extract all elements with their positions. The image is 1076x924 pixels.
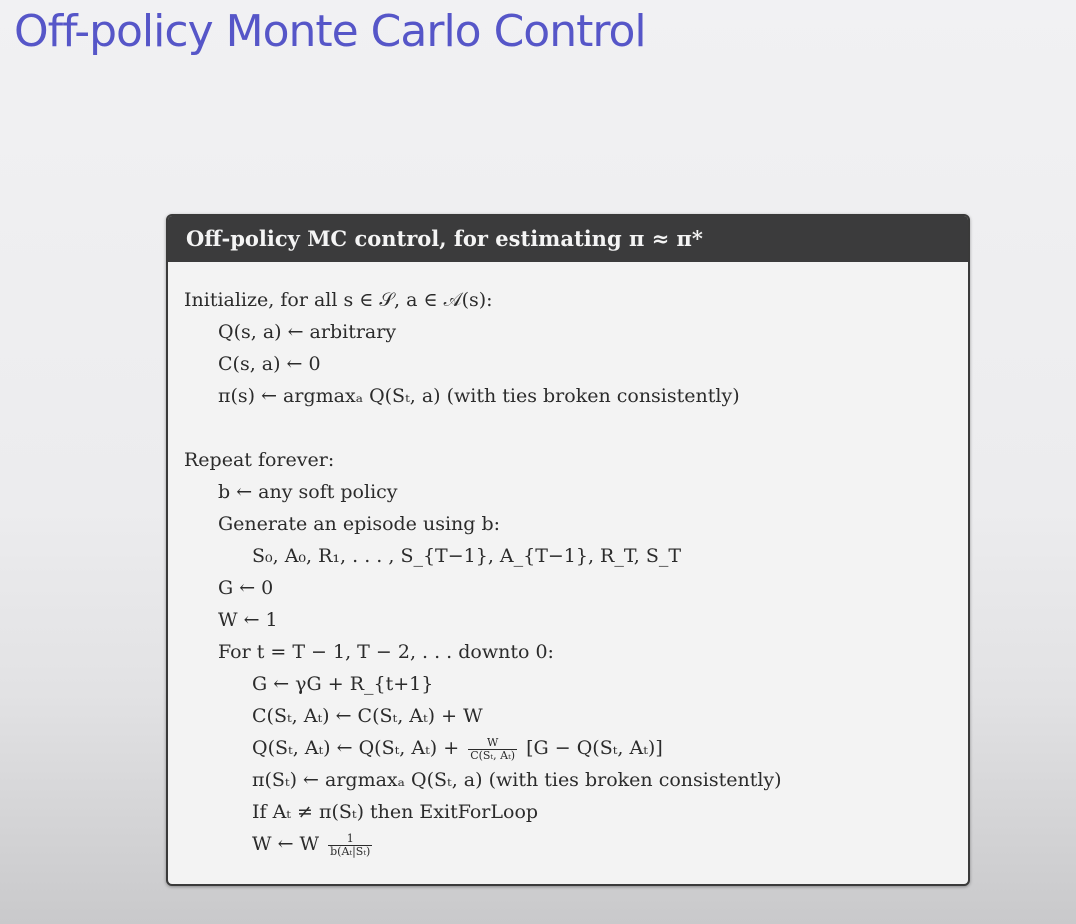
- algorithm-box: [166, 214, 970, 886]
- q-update-fraction: [468, 737, 517, 762]
- episode-sequence-line: S₀, A₀, R₁, . . . , S_{T−1}, A_{T−1}, R_T, S_T: [252, 545, 682, 567]
- init-pi-line: π(s) ← argmaxₐ Q(Sₜ, a) (with ties broken consistently): [218, 385, 740, 407]
- pi-update-line: π(Sₜ) ← argmaxₐ Q(Sₜ, a) (with ties broken consistently): [252, 769, 782, 791]
- q-update-fraction-numerator: W: [468, 737, 517, 750]
- repeat-forever-line: Repeat forever:: [184, 449, 335, 471]
- init-w-line: W ← 1: [218, 609, 278, 631]
- initialize-line: Initialize, for all s ∈ 𝒮, a ∈ 𝒜(s):: [184, 289, 493, 311]
- exit-loop-line: If Aₜ ≠ π(Sₜ) then ExitForLoop: [252, 801, 539, 823]
- q-update-rhs: [G − Q(Sₜ, Aₜ)]: [526, 737, 663, 759]
- for-loop-line: For t = T − 1, T − 2, . . . downto 0:: [218, 641, 554, 663]
- init-q-line: Q(s, a) ← arbitrary: [218, 321, 397, 343]
- g-update-line: G ← γG + R_{t+1}: [252, 673, 434, 695]
- w-update-fraction-numerator: 1: [328, 833, 372, 846]
- w-update-fraction: [328, 833, 372, 858]
- slide-title: Off-policy Monte Carlo Control: [14, 6, 646, 57]
- algorithm-header: Off-policy MC control, for estimating π ≈ π*: [168, 216, 968, 262]
- w-update-line: [252, 830, 375, 860]
- w-update-fraction-denominator: b(Aₜ|Sₜ): [330, 844, 371, 858]
- init-g-line: G ← 0: [218, 577, 274, 599]
- soft-policy-line: b ← any soft policy: [218, 481, 398, 503]
- q-update-fraction-denominator: C(Sₜ, Aₜ): [470, 748, 516, 762]
- q-update-line: [252, 734, 663, 764]
- w-update-lhs: W ← W: [252, 833, 320, 855]
- init-c-line: C(s, a) ← 0: [218, 353, 321, 375]
- c-update-line: C(Sₜ, Aₜ) ← C(Sₜ, Aₜ) + W: [252, 705, 483, 727]
- q-update-lhs: Q(Sₜ, Aₜ) ← Q(Sₜ, Aₜ) +: [252, 737, 460, 759]
- generate-episode-line: Generate an episode using b:: [218, 513, 501, 535]
